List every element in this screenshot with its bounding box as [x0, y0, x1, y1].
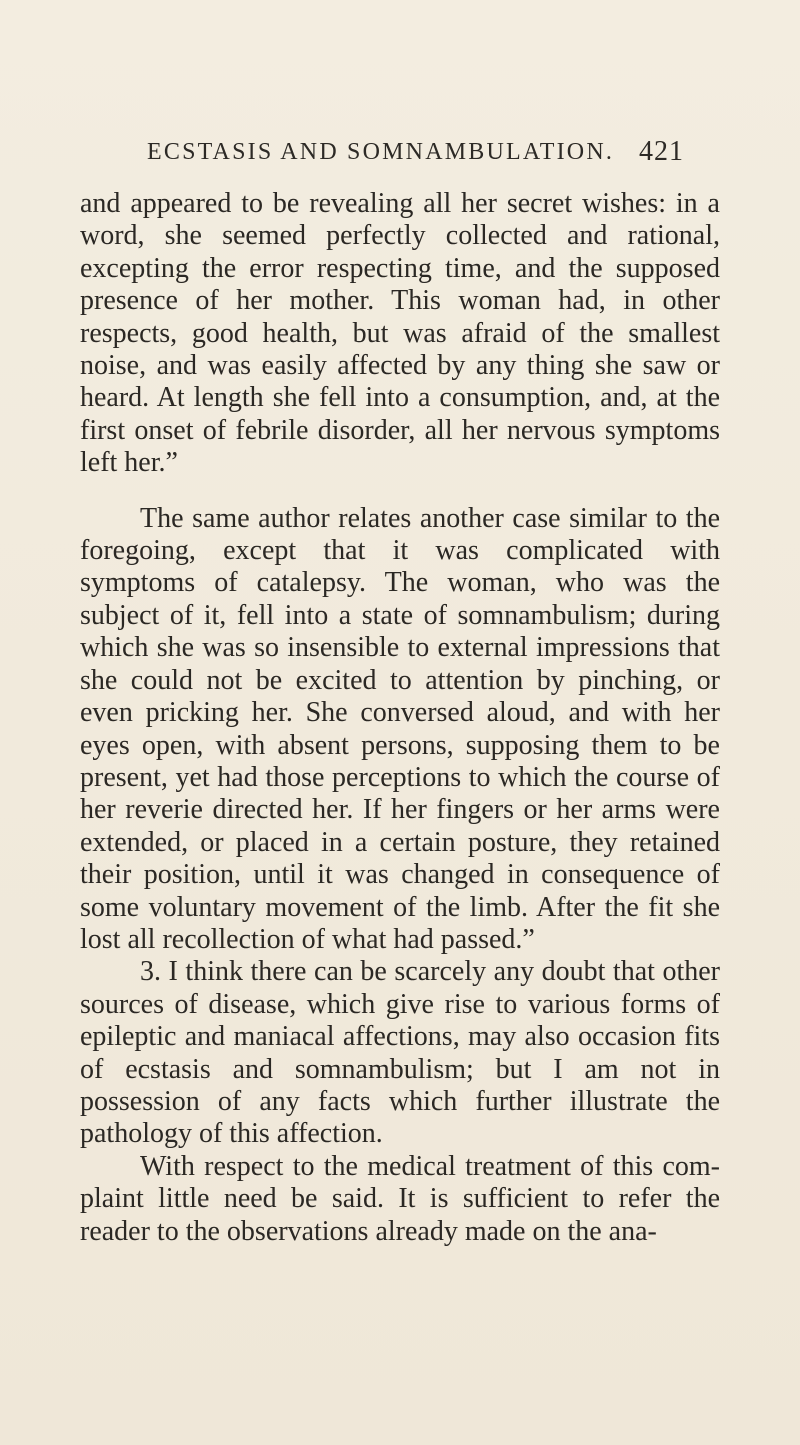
page-header — [0, 134, 800, 170]
paragraph-continuation: and appeared to be revealing all her secret wishes: in a word, she seemed perfectly collected and rational, excepting the error respecting time, and the supposed presence of her mother. This woman had, in other respects, good health, but was afraid of the smallest noise, and was easily affected by any thing she saw or heard. At length she fell into a consumption, and, at the first onset of febrile disorder, all her nervous symptoms left her.” — [80, 188, 720, 479]
body-text — [80, 188, 720, 1248]
paragraph-section-3: 3. I think there can be scarcely any doubt that other sources of disease, which give rise to various forms of epileptic and maniacal affections, may also occasion fits of ecstasis and somnambulism; but I am not in possession of any facts which further illustrate the pathology of this affection. — [80, 956, 720, 1150]
page-number: 421 — [639, 136, 684, 167]
running-title: ECSTASIS AND SOMNAMBULATION. — [147, 139, 615, 165]
paragraph-case-catalepsy: The same author relates another case similar to the foregoing, except that it was complicated with symptoms of catalepsy. The woman, who was the subject of it, fell into a state of somnambulism; during which she was so insensible to external impressions that she could not be excited to attention by pinching, or even pricking her. She conversed aloud, and with her eyes open, with absent persons, supposing them to be present, yet had those perceptions to which the course of her reverie directed her. If her fingers or her arms were extended, or placed in a certain posture, they retained their position, until it was changed in consequence of some voluntary movement of the limb. After the fit she lost all recollection of what had passed.” — [80, 502, 720, 955]
paragraph-treatment: With respect to the medical treatment of this com- plaint little need be said. It is sufficient to refer the reader to the observations already made on the ana- — [80, 1150, 720, 1247]
